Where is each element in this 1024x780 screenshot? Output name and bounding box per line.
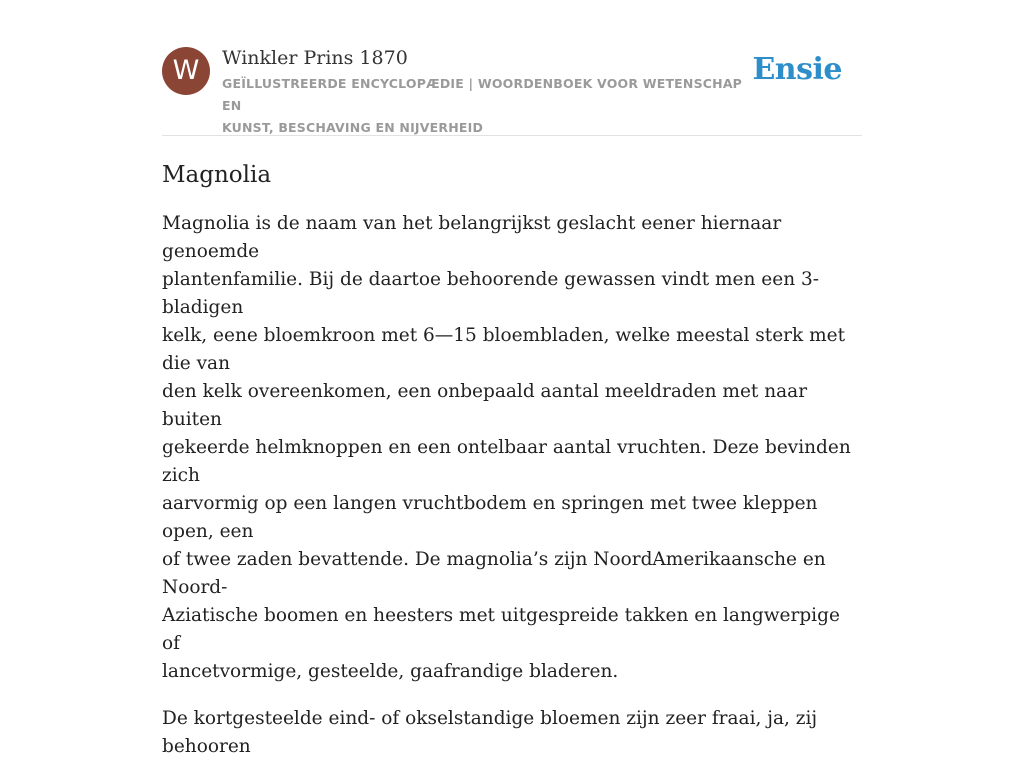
header xyxy=(162,46,862,136)
article-title: Magnolia xyxy=(162,162,272,188)
header-divider xyxy=(162,135,862,136)
source-subtitle: GEÏLLUSTREERDE ENCYCLOPÆDIE | WOORDENBOEK VOOR WETENSCHAP EN KUNST, BESCHAVING EN NIJVERHEID xyxy=(222,76,743,135)
article-paragraph: De kortgesteelde eind- of okselstandige bloemen zijn zeer fraai, ja, zij behooren xyxy=(162,708,818,757)
ensie-logo-link[interactable]: Ensie xyxy=(752,52,842,87)
article xyxy=(162,158,862,780)
source-info xyxy=(222,46,762,139)
source-avatar[interactable]: W xyxy=(162,47,210,95)
article-paragraph: Magnolia is de naam van het belangrijkst geslacht eener hiernaar genoemde plantenfamilie. Bij de daartoe behoorende gewassen vindt men een 3-bladigen kelk, eene bloemkroon met 6—15 bloembladen, welke meestal sterk met die van den kelk overeenkomen, een onbepaald aantal meeldraden met naar buiten gekeerde helmknoppen en een ontelbaar aantal vruchten. Deze bevinden zich aarvormig op een langen vruchtbodem en springen met twee kleppen open, een of twee zaden bevattende. De magnolia’s zijn NoordAmerikaansche en Noord- Aziatische boomen en heesters met uitgespreide takken en langwerpige of lancetvormige, gesteelde, gaafrandige bladeren. xyxy=(162,213,851,682)
source-title[interactable]: Winkler Prins 1870 xyxy=(222,47,408,69)
